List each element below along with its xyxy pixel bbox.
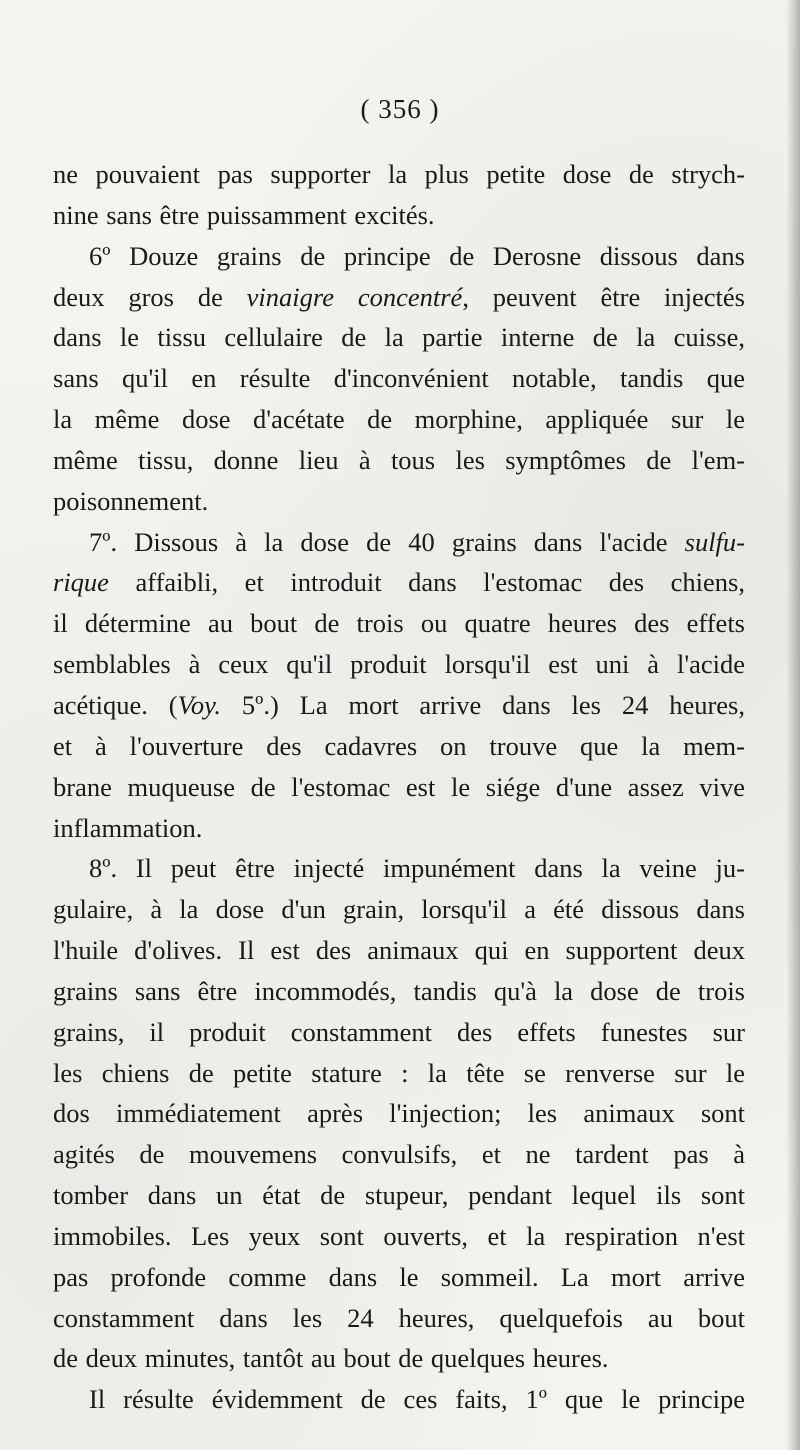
text-line: immobiles. Les yeux sont ouverts, et la respiration n'est bbox=[53, 1220, 745, 1251]
text-line: gulaire, à la dose d'un grain, lorsqu'il a été dissous dans bbox=[53, 894, 745, 925]
text-line: l'huile d'olives. Il est des animaux qui en supportent deux bbox=[53, 935, 745, 966]
text-line bbox=[53, 277, 745, 318]
text-line: ne pouvaient pas supporter la plus petite dose de strych- bbox=[53, 159, 745, 189]
italic-text-segment: vinaigre concentré bbox=[246, 281, 463, 312]
text-line: grains sans être incommodés, tandis qu'à la dose de trois bbox=[53, 975, 745, 1006]
text-line: inflammation. bbox=[53, 812, 203, 843]
text-line: tomber dans un état de stupeur, pendant lequel ils sont bbox=[53, 1180, 745, 1211]
italic-text-segment: sulfu- bbox=[684, 526, 745, 557]
italic-text-segment: Voy. bbox=[177, 689, 222, 720]
text-line: les chiens de petite stature : la tête se renverse sur le bbox=[53, 1057, 745, 1088]
text-line: grains, il produit constamment des effets funestes sur bbox=[53, 1016, 745, 1047]
text-line: constamment dans les 24 heures, quelquefois au bout bbox=[53, 1302, 745, 1333]
page-edge-shadow bbox=[786, 0, 800, 1450]
text-segment: affaibli, et introduit dans l'estomac des chiens, bbox=[108, 567, 745, 598]
text-segment: deux gros de bbox=[53, 281, 247, 312]
text-line: dos immédiatement après l'injection; les animaux sont bbox=[53, 1098, 745, 1129]
text-line: dans le tissu cellulaire de la partie interne de la cuisse, bbox=[53, 322, 745, 353]
body-text bbox=[53, 154, 745, 1420]
text-line: agités de mouvemens convulsifs, et ne tardent pas à bbox=[53, 1139, 745, 1170]
text-line: pas profonde comme dans le sommeil. La mort arrive bbox=[53, 1261, 745, 1292]
text-line: il détermine au bout de trois ou quatre heures des effets bbox=[53, 608, 745, 639]
text-line bbox=[53, 522, 745, 563]
text-line: nine sans être puissamment excités. bbox=[53, 199, 435, 230]
page-number: ( 356 ) bbox=[360, 94, 440, 124]
text-line: même tissu, donne lieu à tous les symptômes de l'em- bbox=[53, 444, 745, 475]
text-line: la même dose d'acétate de morphine, appliquée sur le bbox=[53, 404, 745, 435]
text-line: sans qu'il en résulte d'inconvénient notable, tandis que bbox=[53, 363, 745, 394]
text-line: 6º Douze grains de principe de Derosne dissous dans bbox=[89, 240, 745, 271]
text-line: de deux minutes, tantôt au bout de quelques heures. bbox=[53, 1343, 609, 1374]
text-line: 8º. Il peut être injecté impunément dans la veine ju- bbox=[89, 853, 745, 884]
text-line: et à l'ouverture des cadavres on trouve que la mem- bbox=[53, 730, 745, 761]
text-line bbox=[53, 685, 745, 726]
text-line: brane muqueuse de l'estomac est le siége d'une assez vive bbox=[53, 771, 745, 802]
text-line: Il résulte évidemment de ces faits, 1º que le principe bbox=[89, 1384, 745, 1415]
text-segment: , peuvent être injectés bbox=[462, 281, 745, 312]
text-line: poisonnement. bbox=[53, 485, 209, 516]
text-segment: acétique. ( bbox=[53, 689, 178, 720]
text-segment: 5º.) La mort arrive dans les 24 heures, bbox=[221, 689, 745, 720]
italic-text-segment: rique bbox=[53, 567, 109, 598]
text-segment: 7º. Dissous à la dose de 40 grains dans l'acide bbox=[89, 526, 685, 557]
text-line: semblables à ceux qu'il produit lorsqu'il est uni à l'acide bbox=[53, 649, 745, 680]
text-line bbox=[53, 562, 745, 603]
